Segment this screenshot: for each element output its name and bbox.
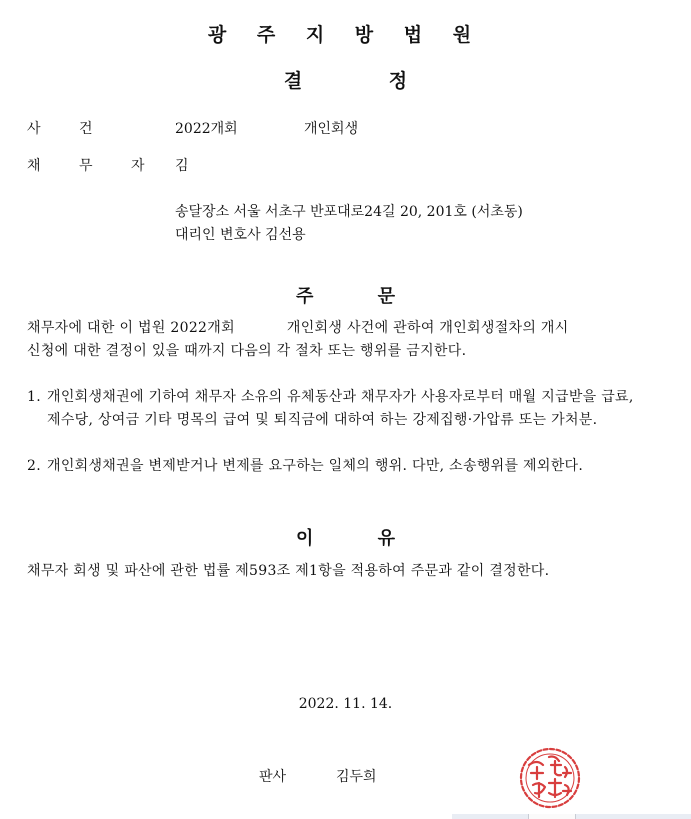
order-intro [27,317,652,363]
order-item [27,455,652,478]
order-intro-b: 개인회생 사건에 관하여 개인회생절차의 개시 [286,320,569,336]
order-item-number: 2. [27,458,41,474]
document-title: 결 정 [283,70,408,92]
court-seal-stamp [515,743,585,813]
order-heading: 주 문 [295,286,396,307]
judge-label: 판사 [259,769,287,785]
order-item [27,386,652,432]
judge-name: 김두희 [336,769,377,785]
case-label: 사 건 [27,121,93,137]
viewer-toolbar-field [528,814,576,819]
debtor-label: 채 무 자 [27,158,145,174]
reason-text: 채무자 회생 및 파산에 관한 법률 제593조 제1항을 적용하여 주문과 같이 결정한다. [27,563,550,579]
case-type: 개인회생 [304,121,359,137]
decision-date: 2022. 11. 14. [298,696,393,712]
order-item-text: 개인회생채권에 기하여 채무자 소유의 유체동산과 채무자가 사용자로부터 매월 지급받을 급료, 제수당, 상여금 기타 명목의 급여 및 퇴직금에 대하여 하는 강제집행·가압류 또는 가처분. [47,389,634,428]
debtor-address: 송달장소 서울 서초구 반포대로24길 20, 201호 (서초동) [175,204,523,220]
court-name: 광 주 지 방 법 원 [207,24,484,46]
debtor-agent: 대리인 변호사 김선용 [175,227,306,243]
reason-heading: 이 유 [295,528,396,549]
debtor-name: 김 [175,158,189,174]
case-number: 2022개회 [175,121,238,137]
order-intro-a: 채무자에 대한 이 법원 2022개회 [27,320,235,336]
order-intro-c: 신청에 대한 결정이 있을 때까지 다음의 각 절차 또는 행위를 금지한다. [27,343,467,359]
order-item-text: 개인회생채권을 변제받거나 변제를 요구하는 일체의 행위. 다만, 소송행위를 제외한다. [47,458,584,474]
order-item-number: 1. [27,389,41,405]
